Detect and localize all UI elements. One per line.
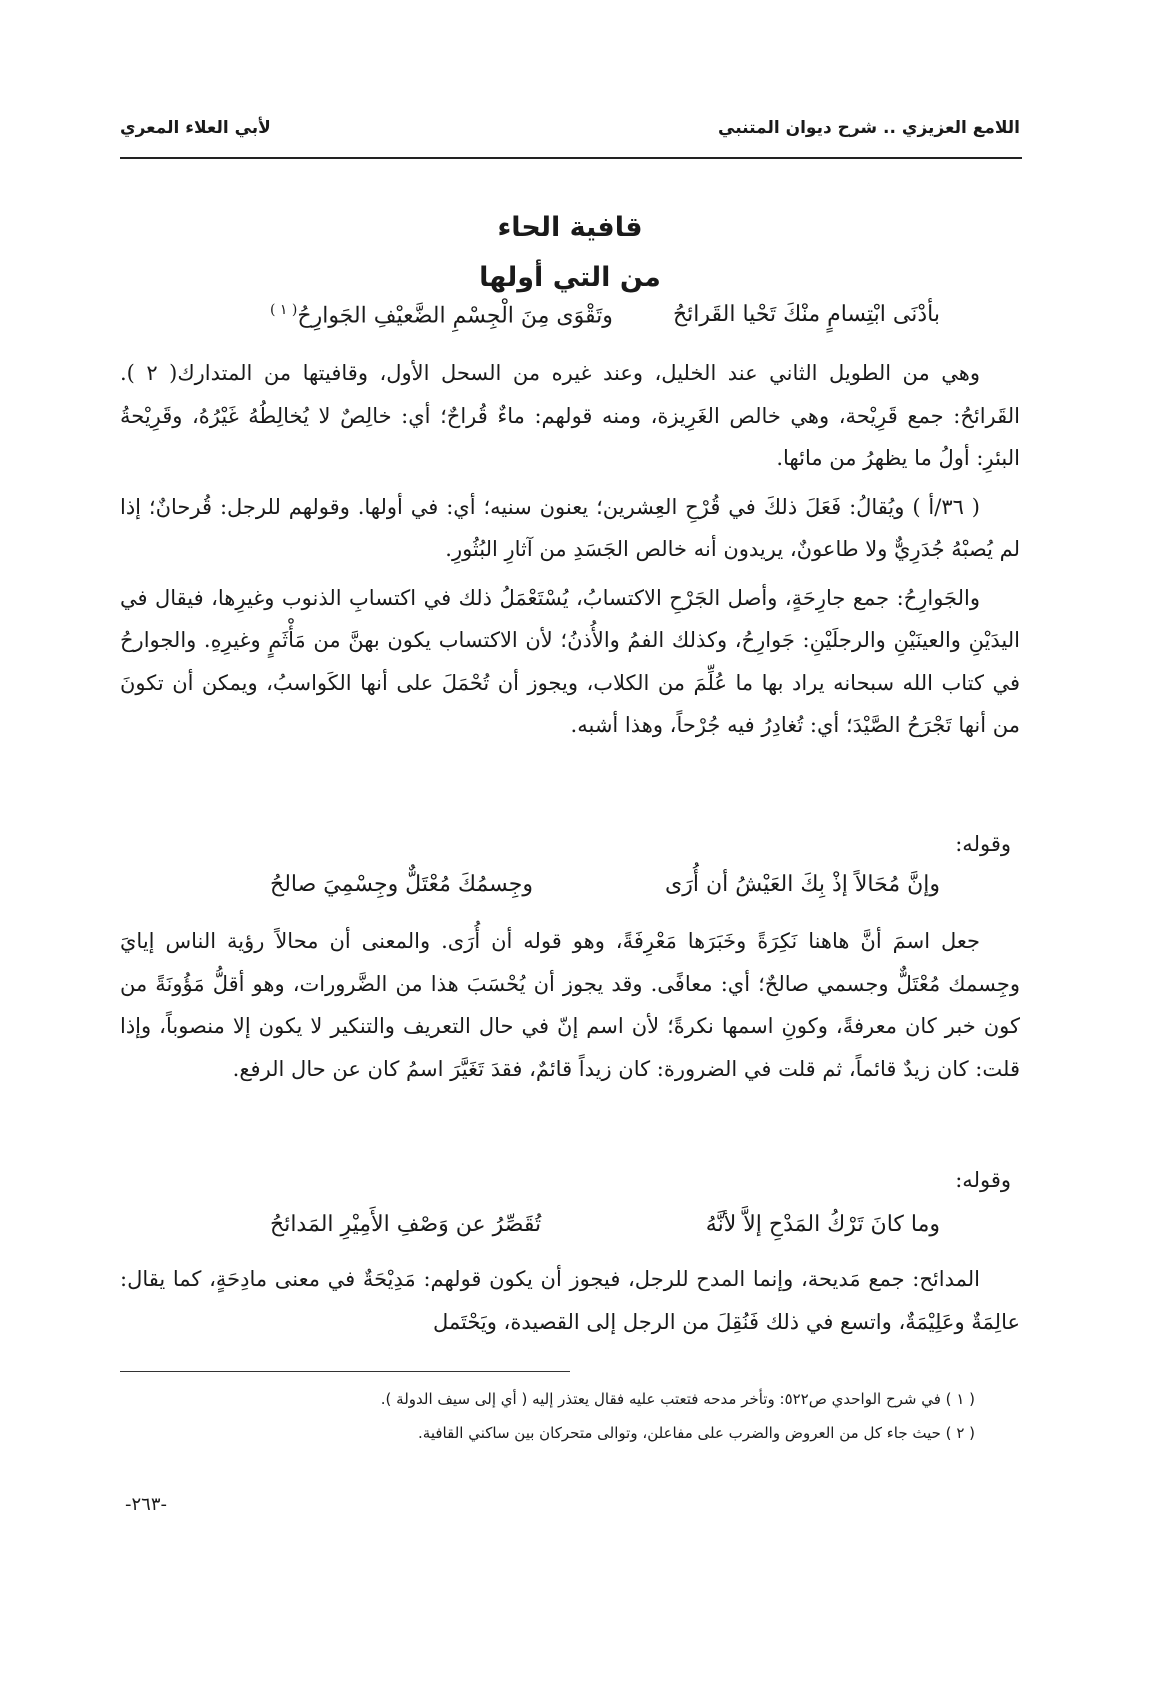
author-name: لأبي العلاء المعري <box>120 118 271 138</box>
footnote-1: ( ١ ) في شرح الواحدي ص٥٢٢: وتأخر مدحه فتعتب عليه فقال يعتذر إليه ( أي إلى سيف الدولة ). <box>380 1390 975 1408</box>
footnote-2: ( ٢ ) حيث جاء كل من العروض والضرب على مفاعلن، وتوالى متحركان بين ساكني القافية. <box>418 1424 975 1442</box>
verse-3-first-hemistich: وما كانَ تَرْكُ المَدْحِ إلاَّ لأنَّهُ <box>705 1212 940 1237</box>
verse-3 <box>120 1212 1020 1252</box>
verse-3-second-hemistich: تُقَصِّرُ عن وَصْفِ الأَمِيْرِ المَدائحُ <box>270 1212 542 1237</box>
section-title: من التي أولها <box>479 262 661 293</box>
say-label: وقوله: <box>955 1168 1011 1192</box>
commentary-block-3 <box>120 1258 1020 1343</box>
commentary-block-2 <box>120 920 1020 1090</box>
paragraph: المدائح: جمع مَديحة، وإنما المدح للرجل، فيجوز أن يكون قولهم: مَدِيْحَةٌ في معنى مادِحَةٍ، كما يقال: عالِمَةٌ وعَلِيْمَةٌ، واتسع في ذلك فَنُقِلَ من الرجل إلى القصيدة، ويَحْتَمل <box>120 1267 1020 1334</box>
book-title: اللامع العزيزي .. شرح ديوان المتنبي <box>718 118 1020 138</box>
page-number: -٢٦٣- <box>125 1494 168 1515</box>
paragraph: والجَوارِحُ: جمع جارِحَةٍ، وأصل الجَرْحِ الاكتسابُ، يُسْتَعْمَلُ ذلك في اكتسابِ الذنوب وغيرِها، فيقال في اليدَيْنِ والعينَيْنِ والرجلَيْنِ: جَوارِحُ، وكذلك الفمُ والأُذنُ؛ لأن الاكتساب يكون بهنَّ من مَأْثَمٍ وغيرِهِ. والجوارحُ في كتاب الله سبحانه يراد بها ما عُلِّمَ من الكلاب، ويجوز أن تُحْمَلَ على أنها الكَواسبُ، ويمكن أن تكونَ من أنها تَجْرَحُ الصَّيْدَ؛ أي: تُغادِرُ فيه جُرْحاً، وهذا أشبه. <box>120 585 1020 737</box>
paragraph: ( ٣٦/أ ) ويُقالُ: فَعَلَ ذلكَ في قُرْحِ العِشرين؛ يعنون سنيه؛ أي: في أولها. وقولهم للرجل: قُرحانٌ؛ إذا لم يُصبْهُ جُدَرِيٌّ ولا طاعونٌ، يريدون أنه خالص الجَسَدِ من آثارِ البُثُورِ. <box>120 494 1020 561</box>
footnote-ref-1: ( ١ ) <box>270 302 298 318</box>
verse-1 <box>120 302 1020 342</box>
say-label: وقوله: <box>955 832 1011 856</box>
paragraph: وهي من الطويل الثاني عند الخليل، وعند غيره من السحل الأول، وقافيتها من المتدارك( ٢ ). القَرائحُ: جمع قَرِيْحة، وهي خالص الغَرِيزة، ومنه قولهم: ماءٌ قُراحٌ؛ أي: خالِصٌ لا يُخالِطُهُ غَيْرُهُ، وقَرِيْحةُ البئرِ: أولُ ما يظهرُ من مائها. <box>120 361 1020 470</box>
paragraph: جعل اسمَ أنَّ هاهنا نَكِرَةً وخَبَرَها مَعْرِفَةً، وهو قوله أن أُرَى. والمعنى أن محالاً رؤية الناس إيايَ وجِسمك مُعْتَلٌّ وجسمي صالحٌ؛ أي: معافًى. وقد يجوز أن يُحْسَبَ هذا من الضَّرورات، وهو أقلُّ مَؤُونَةً من كون خبر كان معرفةً، وكونِ اسمها نكرةً؛ لأن اسم إنّ في حال التعريف والتنكير لا يكون إلا منصوباً، وإذا قلت: كان زيدٌ قائماً، ثم قلت في الضرورة: كان زيداً قائمٌ، فقدَ تَغَيَّرَ اسمُ كان عن حال الرفع. <box>120 929 1020 1081</box>
verse-2-first-hemistich: وإنَّ مُحَالاً إذْ بِكَ العَيْشُ أن أُرَى <box>665 872 940 897</box>
chapter-title: قافية الحاء <box>497 212 643 243</box>
commentary-block-1 <box>120 352 1020 747</box>
footnotes <box>120 1382 1020 1450</box>
verse-2-second-hemistich: وجِسمُكَ مُعْتَلٌّ وجِسْمِيَ صالحُ <box>270 872 533 897</box>
verse-1-second-hemistich: وتَقْوَى مِنَ الْجِسْمِ الضَّعيْفِ الجَوارِحُ$^{( ١ )}$ <box>270 302 613 329</box>
footnote-divider <box>120 1371 570 1372</box>
verse-1-first-hemistich: بأدْنَى ابْتِسامٍ منْكَ تَحْيا القَرائحُ <box>672 302 940 327</box>
header-divider <box>120 157 1022 159</box>
running-header <box>120 118 1020 148</box>
verse-2 <box>120 872 1020 912</box>
